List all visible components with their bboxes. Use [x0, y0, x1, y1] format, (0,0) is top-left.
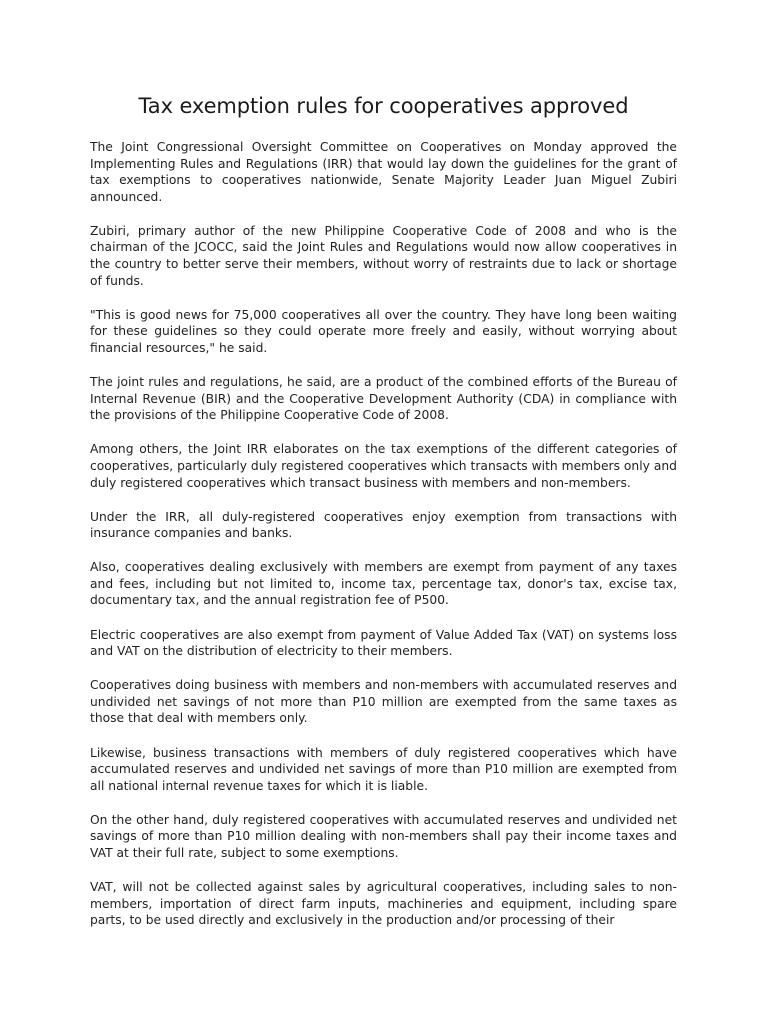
document-page	[90, 91, 677, 946]
paragraph-9: Cooperatives doing business with members and non-members with accumulated reserves and undivided net savings of not more than P10 million are exempted from the same taxes as those that deal with members only.	[90, 678, 677, 726]
paragraph-3: "This is good news for 75,000 cooperatives all over the country. They have long been waiting for these guidelines so they could operate more freely and easily, without worrying about financial resources," he said.	[90, 307, 677, 355]
paragraph-11: On the other hand, duly registered cooperatives with accumulated reserves and undivided net savings of more than P10 million dealing with non-members shall pay their income taxes and VAT at their full rate, subject to some exemptions.	[90, 812, 677, 860]
paragraph-4: The joint rules and regulations, he said, are a product of the combined efforts of the Bureau of Internal Revenue (BIR) and the Cooperative Development Authority (CDA) in compliance with the provisions of the Philippine Cooperative Code of 2008.	[90, 375, 677, 423]
paragraph-10: Likewise, business transactions with members of duly registered cooperatives which have accumulated reserves and undivided net savings of more than P10 million are exempted from all national internal revenue taxes for which it is liable.	[90, 745, 677, 793]
paragraph-5: Among others, the Joint IRR elaborates on the tax exemptions of the different categories of cooperatives, particularly duly registered cooperatives which transacts with members only and duly registered cooperatives which transact business with members and non-members.	[90, 442, 677, 490]
paragraph-2: Zubiri, primary author of the new Philippine Cooperative Code of 2008 and who is the chairman of the JCOCC, said the Joint Rules and Regulations would now allow cooperatives in the country to better serve their members, without worry of restraints due to lack or shortage of funds.	[90, 223, 677, 288]
paragraph-8: Electric cooperatives are also exempt from payment of Value Added Tax (VAT) on systems loss and VAT on the distribution of electricity to their members.	[90, 627, 677, 659]
paragraph-1: The Joint Congressional Oversight Committee on Cooperatives on Monday approved the Implementing Rules and Regulations (IRR) that would lay down the guidelines for the grant of tax exemptions to cooperatives nationwide, Senate Majority Leader Juan Miguel Zubiri announced.	[90, 140, 677, 204]
article-title: Tax exemption rules for cooperatives approved	[138, 94, 629, 118]
paragraph-6: Under the IRR, all duly-registered cooperatives enjoy exemption from transactions with insurance companies and banks.	[90, 509, 677, 541]
paragraph-12: VAT, will not be collected against sales by agricultural cooperatives, including sales to non-members, importation of direct farm inputs, machineries and equipment, including spare parts, to be used directly and exclusively in the production and/or processing of their	[90, 880, 677, 928]
paragraph-7: Also, cooperatives dealing exclusively with members are exempt from payment of any taxes and fees, including but not limited to, income tax, percentage tax, donor's tax, excise tax, documentary tax, and the annual registration fee of P500.	[90, 560, 677, 608]
